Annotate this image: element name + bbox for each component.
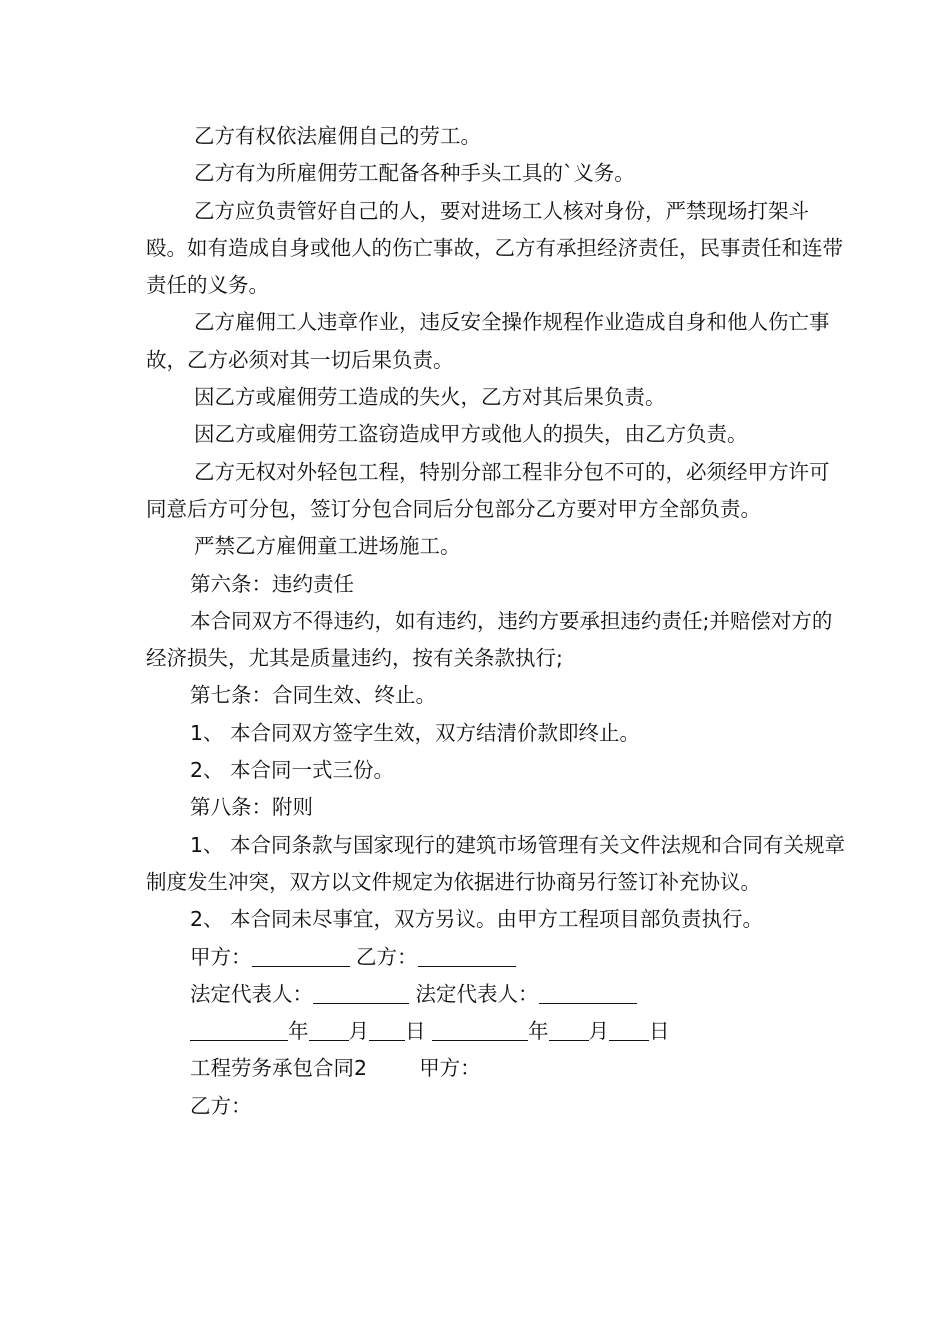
next-contract-party-b: 乙方： <box>190 1093 252 1118</box>
rep-a-blank <box>313 981 409 1004</box>
signature-parties-row <box>146 939 846 976</box>
day-label: 日 <box>649 1019 670 1044</box>
party-b-blank <box>418 944 516 967</box>
signature-dates-row <box>146 1013 846 1050</box>
paragraph-tools-duty: 乙方有为所雇佣劳工配备各种手头工具的`义务。 <box>194 161 635 186</box>
paragraph-child-labor: 严禁乙方雇佣童工进场施工。 <box>194 534 461 559</box>
date-b-day-blank <box>609 1018 649 1041</box>
paragraph-worker-management: 乙方应负责管好自己的人，要对进场工人核对身份，严禁现场打架斗殴。如有造成自身或他人的伤亡事故，乙方有承担经济责任，民事责任和连带责任的义务。 <box>146 198 843 298</box>
article-8-heading: 第八条：附则 <box>190 795 313 820</box>
article-6-heading: 第六条：违约责任 <box>190 571 354 596</box>
signature-representatives-row <box>146 976 846 1013</box>
day-label: 日 <box>405 1019 426 1044</box>
rep-b-label: 法定代表人： <box>415 981 539 1006</box>
clause-8-1: 1、 本合同条款与国家现行的建筑市场管理有关文件法规和合同有关规章制度发生冲突，双方以文件规定为依据进行协商另行签订补充协议。 <box>146 832 846 894</box>
date-b-month-blank <box>549 1018 589 1041</box>
paragraph-labor-hiring: 乙方有权依法雇佣自己的劳工。 <box>194 124 481 148</box>
month-label: 月 <box>588 1019 610 1044</box>
next-contract-party-a: 甲方： <box>419 1056 481 1081</box>
year-label: 年 <box>288 1019 309 1044</box>
next-contract-row <box>146 1050 846 1087</box>
rep-b-blank <box>539 981 637 1004</box>
clause-7-2: 2、 本合同一式三份。 <box>190 758 395 783</box>
paragraph-breach-liability: 本合同双方不得违约，如有违约，违约方要承担违约责任;并赔偿对方的经济损失，尤其是质量违约，按有关条款执行; <box>146 608 833 671</box>
clause-8-2: 2、 本合同未尽事宜，双方另议。由甲方工程项目部负责执行。 <box>190 907 764 932</box>
date-a-year-blank <box>190 1018 288 1041</box>
year-label: 年 <box>528 1019 549 1044</box>
paragraph-fire-liability: 因乙方或雇佣劳工造成的失火，乙方对其后果负责。 <box>194 385 666 410</box>
party-b-label: 乙方： <box>356 944 418 969</box>
date-b-year-blank <box>432 1018 528 1041</box>
article-7-heading: 第七条：合同生效、终止。 <box>190 683 436 708</box>
date-a-day-blank <box>369 1018 405 1041</box>
date-a-month-blank <box>309 1018 349 1041</box>
next-contract-party-b-row <box>146 1088 846 1125</box>
contract-body <box>146 118 846 1125</box>
party-a-blank <box>252 944 350 967</box>
month-label: 月 <box>348 1019 369 1044</box>
clause-7-1: 1、 本合同双方签字生效，双方结清价款即终止。 <box>190 720 641 745</box>
paragraph-theft-liability: 因乙方或雇佣劳工盗窃造成甲方或他人的损失，由乙方负责。 <box>194 422 748 447</box>
paragraph-subcontracting: 乙方无权对外轻包工程，特别分部工程非分包不可的，必须经甲方许可同意后方可分包，签订分包合同后分包部分乙方要对甲方全部负责。 <box>146 459 830 521</box>
rep-a-label: 法定代表人： <box>190 981 313 1006</box>
party-a-label: 甲方： <box>190 944 252 969</box>
paragraph-safety-violation: 乙方雇佣工人违章作业，违反安全操作规程作业造成自身和他人伤亡事故，乙方必须对其一切后果负责。 <box>146 310 830 372</box>
next-contract-title: 工程劳务承包合同2 <box>190 1056 368 1081</box>
